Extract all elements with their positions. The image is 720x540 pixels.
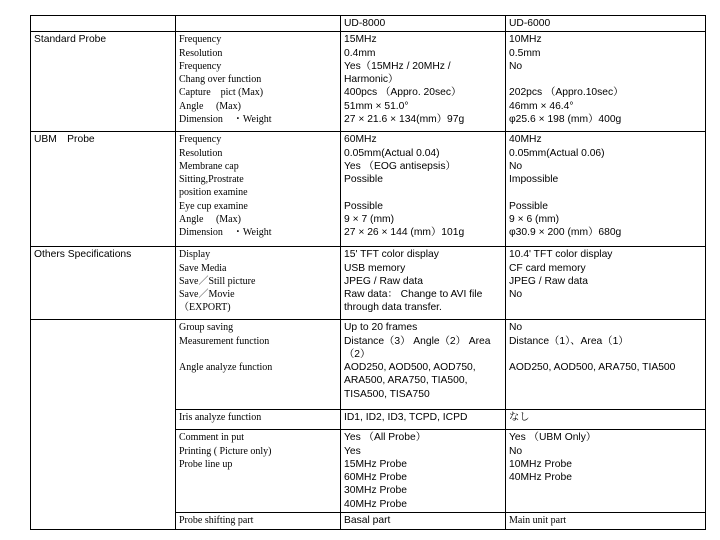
others-comment-ud8000 xyxy=(341,430,506,513)
standard-probe-items xyxy=(176,32,341,132)
value: 9 × 7 (mm) xyxy=(344,214,395,226)
value: 51mm × 51.0° xyxy=(344,100,409,112)
others-analysis-ud8000 xyxy=(341,320,506,410)
item-printing: Printing ( Picture only) xyxy=(179,445,272,457)
others-shifting-ud8000: Basal part xyxy=(341,513,506,529)
value: Up to 20 frames xyxy=(344,322,418,334)
item-capture: Capture pict (Max) xyxy=(179,87,264,99)
value: 46mm × 46.4° xyxy=(509,100,574,112)
item-position: position examine xyxy=(179,187,248,199)
item-angle: Angle (Max) xyxy=(179,100,241,112)
header-ud8000: UD-8000 xyxy=(341,16,506,32)
item-save-still: Save／Still picture xyxy=(179,275,256,287)
value: 15' TFT color display xyxy=(344,249,439,261)
others-analysis-ud6000 xyxy=(506,320,706,410)
ubm-probe-ud6000 xyxy=(506,132,706,247)
value: Raw data： Change to AVI file xyxy=(344,289,483,301)
others-category xyxy=(31,247,176,320)
header-ud6000: UD-6000 xyxy=(506,16,706,32)
value: Distance（1）、Area（1） xyxy=(509,335,629,347)
value: Yes （EOG antisepsis） xyxy=(344,160,456,172)
value: 0.05mm(Actual 0.06) xyxy=(509,147,605,159)
others-shifting-row xyxy=(31,513,706,529)
value: No xyxy=(509,160,523,172)
value: Yes（15MHz / 20MHz / xyxy=(344,60,451,72)
value: （2） xyxy=(344,348,371,360)
others-display-ud8000 xyxy=(341,247,506,320)
others-iris-row xyxy=(31,410,706,430)
others-iris-ud8000: ID1, ID2, ID3, TCPD, ICPD xyxy=(341,410,506,430)
others-analysis-row xyxy=(31,320,706,410)
value xyxy=(344,186,502,199)
value: Yes xyxy=(344,445,361,457)
item-dimension: Dimension ・Weight xyxy=(179,114,272,126)
standard-probe-category xyxy=(31,32,176,132)
header-category-cell xyxy=(31,16,176,32)
value: Possible xyxy=(344,200,383,212)
item-frequency: Frequency xyxy=(179,34,222,46)
category-label: Others Specifications xyxy=(34,249,132,261)
item-frequency-2: Frequency xyxy=(179,60,222,72)
value: 0.4mm xyxy=(344,47,376,59)
others-comment-row xyxy=(31,430,706,513)
value: Yes （UBM Only） xyxy=(509,432,597,444)
item-sitting: Sitting,Prostrate xyxy=(179,174,244,186)
value: 60MHz xyxy=(344,134,377,146)
spacer-cell xyxy=(31,320,176,410)
item-display: Display xyxy=(179,249,211,261)
others-shifting-item: Probe shifting part xyxy=(176,513,341,529)
others-display-items xyxy=(176,247,341,320)
value: JPEG / Raw data xyxy=(509,275,588,287)
value: 15MHz xyxy=(344,34,377,46)
value: CF card memory xyxy=(509,262,586,274)
value: 400pcs （Appro. 20sec） xyxy=(344,87,462,99)
value: No xyxy=(509,60,523,72)
others-comment-items xyxy=(176,430,341,513)
item-resolution: Resolution xyxy=(179,47,223,59)
item-save-media: Save Media xyxy=(179,262,227,274)
value: AOD250, AOD500, ARA750, TIA500 xyxy=(509,362,676,374)
others-iris-ud6000: なし xyxy=(506,410,706,430)
value: Distance（3） Angle（2） Area xyxy=(344,335,491,347)
spacer-cell-last xyxy=(31,513,176,529)
value: through data transfer. xyxy=(344,302,442,314)
value: 40MHz xyxy=(509,134,542,146)
value xyxy=(509,186,702,199)
value xyxy=(509,73,702,86)
value xyxy=(509,348,702,361)
value: 0.5mm xyxy=(509,47,541,59)
ubm-probe-category xyxy=(31,132,176,247)
value: No xyxy=(509,445,523,457)
item-measurement: Measurement function xyxy=(179,335,270,347)
item-membrane-cap: Membrane cap xyxy=(179,160,239,172)
standard-probe-ud8000 xyxy=(341,32,506,132)
item-resolution: Resolution xyxy=(179,147,223,159)
value: Possible xyxy=(344,174,383,186)
value: 30MHz Probe xyxy=(344,485,407,497)
header-row xyxy=(31,16,706,32)
item-changeover: Chang over function xyxy=(179,74,262,86)
item-comment: Comment in put xyxy=(179,432,244,444)
value: Harmonic） xyxy=(344,74,399,86)
others-display-row xyxy=(31,247,706,320)
value: 15MHz Probe xyxy=(344,458,407,470)
others-comment-ud6000 xyxy=(506,430,706,513)
ubm-probe-row xyxy=(31,132,706,247)
ubm-probe-items xyxy=(176,132,341,247)
value: 27 × 26 × 144 (mm）101g xyxy=(344,227,465,239)
value: 9 × 6 (mm) xyxy=(509,214,560,226)
item-blank xyxy=(179,348,337,361)
value: USB memory xyxy=(344,262,406,274)
value: φ30.9 × 200 (mm）680g xyxy=(509,227,622,239)
value: 27 × 21.6 × 134(mm）97g xyxy=(344,114,465,126)
value: JPEG / Raw data xyxy=(344,275,423,287)
item-angle: Angle (Max) xyxy=(179,214,241,226)
value: 202pcs （Appro.10sec） xyxy=(509,87,624,99)
value: 10.4' TFT color display xyxy=(509,249,613,261)
category-label: Standard Probe xyxy=(34,34,107,46)
value: 0.05mm(Actual 0.04) xyxy=(344,147,440,159)
standard-probe-row xyxy=(31,32,706,132)
value: AOD250, AOD500, AOD750, ARA500, ARA750, TIA500, TISA500, TISA750 xyxy=(344,362,476,400)
item-dimension: Dimension ・Weight xyxy=(179,227,272,239)
value: 10MHz Probe xyxy=(509,458,572,470)
item-export: （EXPORT) xyxy=(179,302,231,314)
value: φ25.6 × 198 (mm）400g xyxy=(509,114,622,126)
others-analysis-items xyxy=(176,320,341,410)
spacer-cell xyxy=(31,410,176,430)
others-display-ud6000 xyxy=(506,247,706,320)
value: 40MHz Probe xyxy=(509,472,572,484)
item-frequency: Frequency xyxy=(179,134,222,146)
spacer-cell xyxy=(31,430,176,513)
item-group-saving: Group saving xyxy=(179,322,234,334)
ubm-probe-ud8000 xyxy=(341,132,506,247)
value: 10MHz xyxy=(509,34,542,46)
value: 60MHz Probe xyxy=(344,472,407,484)
category-label: UBM Probe xyxy=(34,134,95,146)
others-iris-item: Iris analyze function xyxy=(176,410,341,430)
value: No xyxy=(509,289,523,301)
spec-table xyxy=(30,15,706,530)
value: 40MHz Probe xyxy=(344,498,407,510)
header-item-cell xyxy=(176,16,341,32)
value: Impossible xyxy=(509,174,559,186)
item-eye-cup: Eye cup examine xyxy=(179,200,248,212)
standard-probe-ud6000 xyxy=(506,32,706,132)
value: Possible xyxy=(509,200,548,212)
item-save-movie: Save／Movie xyxy=(179,289,235,301)
item-probe-lineup: Probe line up xyxy=(179,458,233,470)
value: No xyxy=(509,322,523,334)
item-angle-analyze: Angle analyze function xyxy=(179,362,273,374)
value: Yes （All Probe） xyxy=(344,432,427,444)
others-shifting-ud6000: Main unit part xyxy=(506,513,706,529)
